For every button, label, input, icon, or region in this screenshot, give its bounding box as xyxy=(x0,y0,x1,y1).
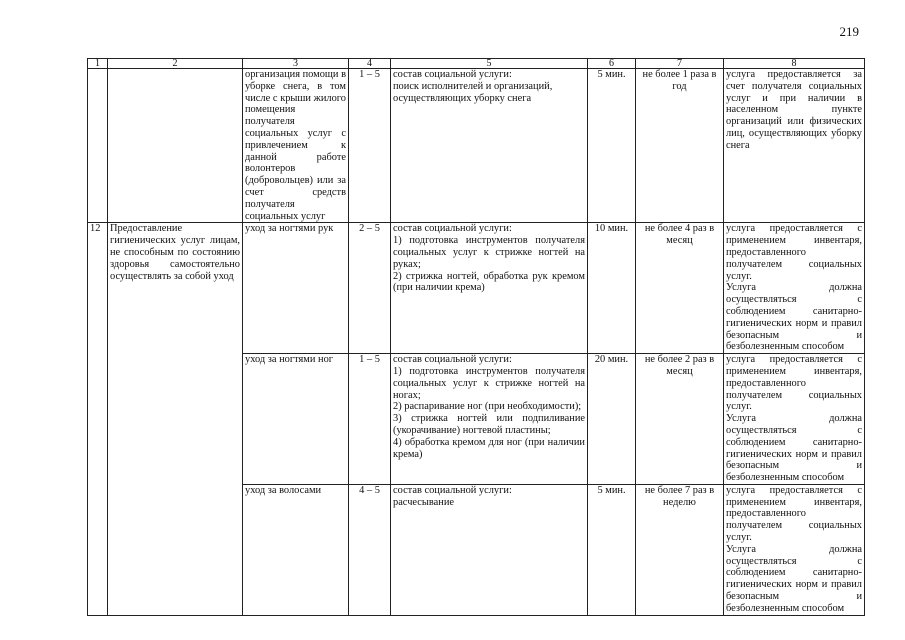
frequency-cell: не более 2 раз в месяц xyxy=(636,354,724,485)
table-row xyxy=(88,223,865,354)
service-name-cell: уход за ногтями ног xyxy=(243,354,349,485)
conditions-cell: услуга предоставляется с применением инвентаря, предоставленного получателем социальных услуг. Услуга должна осуществляться с соблюдением санитарно-гигиенических норм и правил безопасным и безболезненным способом xyxy=(724,223,865,354)
column-header: 3 xyxy=(243,59,349,69)
time-cell: 20 мин. xyxy=(588,354,636,485)
frequency-cell: не более 4 раз в месяц xyxy=(636,223,724,354)
grade-cell: 1 – 5 xyxy=(349,69,391,223)
grade-cell: 1 – 5 xyxy=(349,354,391,485)
conditions-cell: услуга предоставляется за счет получателя социальных услуг и при наличии в населенном пункте организаций или физических лиц, осуществляющих уборку снега xyxy=(724,69,865,223)
time-cell: 5 мин. xyxy=(588,484,636,615)
column-header: 6 xyxy=(588,59,636,69)
service-content-cell: состав социальной услуги: 1) подготовка инструментов получателя социальных услуг к стрижке ногтей на ногах; 2) распаривание ног (при необходимости); 3) стрижка ногтей или подпиливание (укорачивание) ногтевой пластины; 4) обработка кремом для ног (при наличии крема) xyxy=(391,354,588,485)
row-number-cell xyxy=(88,69,108,223)
column-header: 2 xyxy=(108,59,243,69)
service-name-cell: организация помощи в уборке снега, в том числе с крыши жилого помещения получателя социальных услуг с привлечением к данной работе волонтеров (добровольцев) или за счет средств получателя социальных услуг xyxy=(243,69,349,223)
service-content-cell: состав социальной услуги: расчесывание xyxy=(391,484,588,615)
service-content-cell: состав социальной услуги: поиск исполнителей и организаций, осуществляющих уборку снега xyxy=(391,69,588,223)
time-cell: 10 мин. xyxy=(588,223,636,354)
table-row xyxy=(88,69,865,223)
column-header: 4 xyxy=(349,59,391,69)
row-number-cell: 12 xyxy=(88,223,108,615)
service-group-cell xyxy=(108,69,243,223)
time-cell: 5 мин. xyxy=(588,69,636,223)
service-group-cell: Предоставление гигиенических услуг лицам, не способным по состоянию здоровья самостоятельно осуществлять за собой уход xyxy=(108,223,243,615)
column-header: 7 xyxy=(636,59,724,69)
page-number: 219 xyxy=(839,24,859,39)
column-header: 8 xyxy=(724,59,865,69)
column-header: 5 xyxy=(391,59,588,69)
service-name-cell: уход за волосами xyxy=(243,484,349,615)
column-header: 1 xyxy=(88,59,108,69)
service-content-cell: состав социальной услуги: 1) подготовка инструментов получателя социальных услуг к стрижке ногтей на руках; 2) стрижка ногтей, обработка рук кремом (при наличии крема) xyxy=(391,223,588,354)
services-table xyxy=(87,58,865,616)
table-header xyxy=(88,59,865,69)
grade-cell: 4 – 5 xyxy=(349,484,391,615)
grade-cell: 2 – 5 xyxy=(349,223,391,354)
frequency-cell: не более 1 раза в год xyxy=(636,69,724,223)
service-name-cell: уход за ногтями рук xyxy=(243,223,349,354)
frequency-cell: не более 7 раз в неделю xyxy=(636,484,724,615)
conditions-cell: услуга предоставляется с применением инвентаря, предоставленного получателем социальных услуг. Услуга должна осуществляться с соблюдением санитарно-гигиенических норм и правил безопасным и безболезненным способом xyxy=(724,354,865,485)
conditions-cell: услуга предоставляется с применением инвентаря, предоставленного получателем социальных услуг. Услуга должна осуществляться с соблюдением санитарно-гигиенических норм и правил безопасным и безболезненным способом xyxy=(724,484,865,615)
